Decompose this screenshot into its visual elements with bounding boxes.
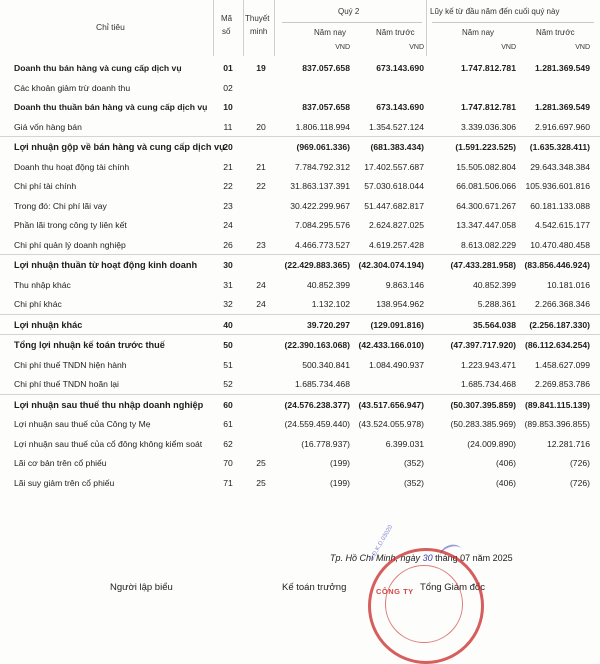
row-code: 32 bbox=[223, 299, 233, 309]
row-code: 21 bbox=[223, 161, 233, 172]
row-code: 23 bbox=[223, 200, 233, 211]
row-label: Lợi nhuận gộp về bán hàng và cung cấp dịch vụ bbox=[14, 142, 225, 152]
row-code: 30 bbox=[223, 260, 233, 270]
quarter-last-year-value: (352) bbox=[403, 477, 424, 488]
ytd-last-year-value: (1.635.328.411) bbox=[529, 142, 590, 152]
row-label: Doanh thu hoạt động tài chính bbox=[14, 161, 130, 172]
q-this-year-header: Năm nay bbox=[314, 28, 347, 37]
row-code: 52 bbox=[223, 379, 233, 389]
divider bbox=[243, 0, 244, 56]
ytd-this-year-value: 66.081.506.066 bbox=[456, 181, 516, 191]
row-code: 61 bbox=[223, 419, 233, 429]
table-row bbox=[0, 78, 600, 98]
row-note: 25 bbox=[256, 458, 266, 468]
row-code: 70 bbox=[223, 458, 233, 468]
quarter-this-year-value: 30.422.299.967 bbox=[290, 200, 350, 211]
quarter-last-year-value: (42.304.074.194) bbox=[358, 260, 424, 270]
row-note: 24 bbox=[256, 299, 266, 309]
ytd-last-year-value: 2.916.697.960 bbox=[535, 121, 590, 132]
unit-label: VND bbox=[575, 44, 590, 51]
col-code-header-2: số bbox=[222, 27, 231, 36]
ytd-last-year-value: 1.281.369.549 bbox=[535, 63, 590, 73]
row-code: 22 bbox=[223, 181, 233, 191]
row-label: Lợi nhuận sau thuế của Công ty Mẹ bbox=[14, 419, 151, 429]
table-row bbox=[0, 254, 600, 275]
quarter-this-year-value: 4.466.773.527 bbox=[295, 239, 350, 250]
row-code: 11 bbox=[223, 121, 233, 132]
ytd-this-year-value: 64.300.671.267 bbox=[456, 200, 516, 211]
row-note: 22 bbox=[256, 181, 266, 191]
row-code: 20 bbox=[223, 142, 233, 152]
table-row bbox=[0, 394, 600, 415]
quarter-last-year-value: 673.143.690 bbox=[376, 63, 424, 73]
col-note-header: Thuyết bbox=[245, 14, 270, 23]
table-row bbox=[0, 374, 600, 394]
quarter-this-year-value: 500.340.841 bbox=[302, 359, 350, 370]
quarter-last-year-value: 4.619.257.428 bbox=[369, 239, 424, 250]
ytd-last-year-value: 10.470.480.458 bbox=[530, 239, 590, 250]
quarter-this-year-value: (22.390.163.068) bbox=[284, 340, 350, 350]
ytd-group-header: Lũy kế từ đầu năm đến cuối quý này bbox=[430, 7, 560, 16]
ytd-last-year-value: 2.269.853.786 bbox=[535, 379, 590, 389]
quarter-last-year-value: 138.954.962 bbox=[376, 299, 424, 309]
company-seal-number: S.Đ.K.D.03020 bbox=[369, 524, 395, 562]
row-label: Giá vốn hàng bán bbox=[14, 121, 82, 132]
unit-label: VND bbox=[501, 44, 516, 51]
col-label-header: Chỉ tiêu bbox=[96, 22, 125, 32]
quarter-this-year-value: 7.084.295.576 bbox=[295, 220, 350, 230]
ytd-this-year-value: 1.685.734.468 bbox=[461, 379, 516, 389]
quarter-last-year-value: 2.624.827.025 bbox=[369, 220, 424, 230]
ytd-this-year-value: (406) bbox=[495, 477, 516, 488]
quarter-last-year-value: 6.399.031 bbox=[385, 438, 424, 449]
quarter-this-year-value: 837.057.658 bbox=[302, 63, 350, 73]
ytd-last-year-value: 1.281.369.549 bbox=[535, 102, 590, 112]
quarter-last-year-value: (43.524.055.978) bbox=[358, 419, 424, 429]
quarter-this-year-value: 1.685.734.468 bbox=[295, 379, 350, 389]
place-date-text: Tp. Hồ Chí Minh, ngày bbox=[330, 553, 421, 563]
row-label: Trong đó: Chi phí lãi vay bbox=[14, 200, 107, 211]
company-seal-text: CÔNG TY bbox=[376, 587, 414, 596]
preparer-label: Người lập biểu bbox=[110, 582, 173, 593]
ytd-last-year-value: 12.281.716 bbox=[546, 438, 590, 449]
ytd-last-year-value: (83.856.446.924) bbox=[524, 260, 590, 270]
table-row bbox=[0, 176, 600, 196]
ytd-this-year-value: (50.283.385.969) bbox=[450, 419, 516, 429]
row-code: 50 bbox=[223, 340, 233, 350]
row-note: 20 bbox=[256, 121, 266, 132]
table-row bbox=[0, 453, 600, 473]
row-label: Chi phí quản lý doanh nghiệp bbox=[14, 239, 126, 250]
table-row bbox=[0, 117, 600, 137]
row-label: Lãi cơ bản trên cổ phiếu bbox=[14, 458, 107, 468]
ytd-last-year-value: (2.256.187.330) bbox=[529, 319, 590, 330]
table-row bbox=[0, 275, 600, 295]
row-label: Chi phí thuế TNDN hiện hành bbox=[14, 359, 127, 370]
ytd-this-year-value: (1.591.223.525) bbox=[455, 142, 516, 152]
table-row bbox=[0, 334, 600, 355]
quarter-last-year-value: (352) bbox=[403, 458, 424, 468]
table-row bbox=[0, 157, 600, 177]
row-label: Chi phí thuế TNDN hoãn lại bbox=[14, 379, 119, 389]
divider bbox=[274, 0, 275, 56]
quarter-last-year-value: 57.030.618.044 bbox=[364, 181, 424, 191]
quarter-this-year-value: 40.852.399 bbox=[306, 279, 350, 290]
table-row bbox=[0, 97, 600, 117]
ytd-last-year-value: (89.841.115.139) bbox=[525, 399, 590, 410]
table-row bbox=[0, 196, 600, 216]
ytd-this-year-value: (24.009.890) bbox=[467, 438, 516, 449]
divider bbox=[432, 22, 594, 23]
quarter-last-year-value: (681.383.434) bbox=[370, 142, 424, 152]
row-label: Doanh thu bán hàng và cung cấp dịch vụ bbox=[14, 63, 182, 73]
quarter-last-year-value: 673.143.690 bbox=[376, 102, 424, 112]
ytd-this-year-value: 35.564.038 bbox=[472, 319, 516, 330]
quarter-group-header: Quý 2 bbox=[338, 7, 360, 16]
quarter-this-year-value: 837.057.658 bbox=[302, 102, 350, 112]
table-row bbox=[0, 235, 600, 255]
row-code: 40 bbox=[223, 319, 233, 330]
ytd-this-year-value: (47.397.717.920) bbox=[450, 340, 516, 350]
quarter-this-year-value: 31.863.137.391 bbox=[290, 181, 350, 191]
row-label: Thu nhập khác bbox=[14, 279, 71, 290]
ytd-last-year-value: 105.936.601.816 bbox=[525, 181, 590, 191]
ytd-this-year-value: (406) bbox=[495, 458, 516, 468]
row-code: 62 bbox=[223, 438, 233, 449]
quarter-this-year-value: (199) bbox=[329, 477, 350, 488]
ytd-this-year-value: 5.288.361 bbox=[477, 299, 516, 309]
ytd-this-year-value: (47.433.281.958) bbox=[450, 260, 516, 270]
row-note: 24 bbox=[256, 279, 266, 290]
ytd-last-year-value: 2.266.368.346 bbox=[535, 299, 590, 309]
table-row bbox=[0, 58, 600, 78]
row-code: 02 bbox=[223, 82, 233, 93]
ytd-last-year-value: 4.542.615.177 bbox=[535, 220, 590, 230]
quarter-this-year-value: (969.061.336) bbox=[296, 142, 350, 152]
row-label: Chi phí tài chính bbox=[14, 181, 77, 191]
ytd-this-year-value: 1.747.812.781 bbox=[461, 63, 516, 73]
ytd-last-year-header: Năm trước bbox=[536, 28, 575, 37]
table-row bbox=[0, 294, 600, 314]
table-row bbox=[0, 414, 600, 434]
row-label: Chi phí khác bbox=[14, 299, 62, 309]
quarter-last-year-value: (43.517.656.947) bbox=[358, 399, 424, 410]
ytd-last-year-value: 60.181.133.088 bbox=[530, 200, 590, 211]
table-row bbox=[0, 473, 600, 493]
company-seal bbox=[368, 524, 484, 664]
general-director-label: Tổng Giám đốc bbox=[420, 582, 485, 593]
ytd-this-year-value: 1.747.812.781 bbox=[461, 102, 516, 112]
ytd-this-year-value: 3.339.036.306 bbox=[461, 121, 516, 132]
quarter-this-year-value: 1.132.102 bbox=[311, 299, 350, 309]
quarter-this-year-value: 7.784.792.312 bbox=[295, 161, 350, 172]
unit-label: VND bbox=[335, 44, 350, 51]
ytd-this-year-value: 1.223.943.471 bbox=[461, 359, 516, 370]
row-note: 19 bbox=[256, 63, 266, 73]
table-row bbox=[0, 434, 600, 454]
quarter-this-year-value: (24.576.238.377) bbox=[284, 399, 350, 410]
row-code: 71 bbox=[223, 477, 233, 488]
ytd-last-year-value: (726) bbox=[569, 458, 590, 468]
ytd-this-year-value: 40.852.399 bbox=[472, 279, 516, 290]
quarter-this-year-value: (24.559.459.440) bbox=[284, 419, 350, 429]
row-code: 60 bbox=[223, 399, 233, 410]
quarter-last-year-value: (129.091.816) bbox=[370, 319, 424, 330]
col-code-header: Mã bbox=[221, 14, 233, 23]
quarter-this-year-value: (199) bbox=[329, 458, 350, 468]
divider bbox=[213, 0, 214, 56]
ytd-last-year-value: 29.643.348.384 bbox=[530, 161, 590, 172]
row-code: 24 bbox=[223, 220, 233, 230]
chief-accountant-label: Kế toán trưởng bbox=[282, 582, 347, 593]
row-label: Lãi suy giảm trên cổ phiếu bbox=[14, 477, 115, 488]
quarter-this-year-value: (22.429.883.365) bbox=[284, 260, 350, 270]
table-row bbox=[0, 314, 600, 335]
ytd-this-year-value: 15.505.082.804 bbox=[456, 161, 516, 172]
ytd-last-year-value: (86.112.634.254) bbox=[525, 340, 590, 350]
month-year-text: tháng 07 năm 2025 bbox=[435, 553, 513, 563]
unit-label: VND bbox=[409, 44, 424, 51]
row-label: Doanh thu thuần bán hàng và cung cấp dịch vụ bbox=[14, 102, 208, 112]
table-row bbox=[0, 215, 600, 235]
row-note: 23 bbox=[256, 239, 266, 250]
row-code: 51 bbox=[223, 359, 233, 370]
ytd-this-year-value: 8.613.082.229 bbox=[461, 239, 516, 250]
quarter-this-year-value: 39.720.297 bbox=[306, 319, 350, 330]
ytd-last-year-value: (89.853.396.855) bbox=[524, 419, 590, 429]
row-code: 10 bbox=[223, 102, 233, 112]
quarter-last-year-value: 51.447.682.817 bbox=[364, 200, 424, 211]
divider bbox=[426, 0, 427, 56]
quarter-last-year-value: 9.863.146 bbox=[385, 279, 424, 290]
quarter-last-year-value: (42.433.166.010) bbox=[358, 340, 424, 350]
row-label: Các khoản giảm trừ doanh thu bbox=[14, 82, 131, 93]
q-last-year-header: Năm trước bbox=[376, 28, 415, 37]
table-row bbox=[0, 136, 600, 157]
quarter-last-year-value: 17.402.557.687 bbox=[364, 161, 424, 172]
row-label: Lợi nhuận sau thuế thu nhập doanh nghiệp bbox=[14, 399, 204, 410]
divider bbox=[282, 22, 422, 23]
row-label: Lợi nhuận sau thuế của cổ đông không kiểm soát bbox=[14, 438, 203, 449]
row-code: 01 bbox=[223, 63, 233, 73]
signature-day: 30 bbox=[422, 553, 433, 563]
quarter-this-year-value: (16.778.937) bbox=[301, 438, 350, 449]
ytd-this-year-header: Năm nay bbox=[462, 28, 495, 37]
quarter-last-year-value: 1.354.527.124 bbox=[369, 121, 424, 132]
row-note: 25 bbox=[256, 477, 266, 488]
table-row bbox=[0, 355, 600, 375]
row-label: Tổng lợi nhuận kế toán trước thuế bbox=[14, 340, 165, 350]
ytd-last-year-value: 1.458.627.099 bbox=[535, 359, 590, 370]
row-label: Lợi nhuận thuần từ hoạt động kinh doanh bbox=[14, 260, 198, 270]
row-note: 21 bbox=[256, 161, 266, 172]
ytd-last-year-value: (726) bbox=[569, 477, 590, 488]
statement-table bbox=[0, 58, 600, 492]
ytd-last-year-value: 10.181.016 bbox=[546, 279, 590, 290]
row-code: 31 bbox=[223, 279, 233, 290]
company-seal-inner bbox=[385, 565, 463, 643]
quarter-last-year-value: 1.084.490.937 bbox=[369, 359, 424, 370]
row-code: 26 bbox=[223, 239, 233, 250]
row-label: Lợi nhuận khác bbox=[14, 319, 83, 330]
row-label: Phần lãi trong công ty liên kết bbox=[14, 220, 127, 230]
col-note-header-2: minh bbox=[250, 27, 268, 36]
ytd-this-year-value: (50.307.395.859) bbox=[450, 399, 516, 410]
ytd-this-year-value: 13.347.447.058 bbox=[456, 220, 516, 230]
quarter-this-year-value: 1.806.118.994 bbox=[295, 121, 350, 132]
